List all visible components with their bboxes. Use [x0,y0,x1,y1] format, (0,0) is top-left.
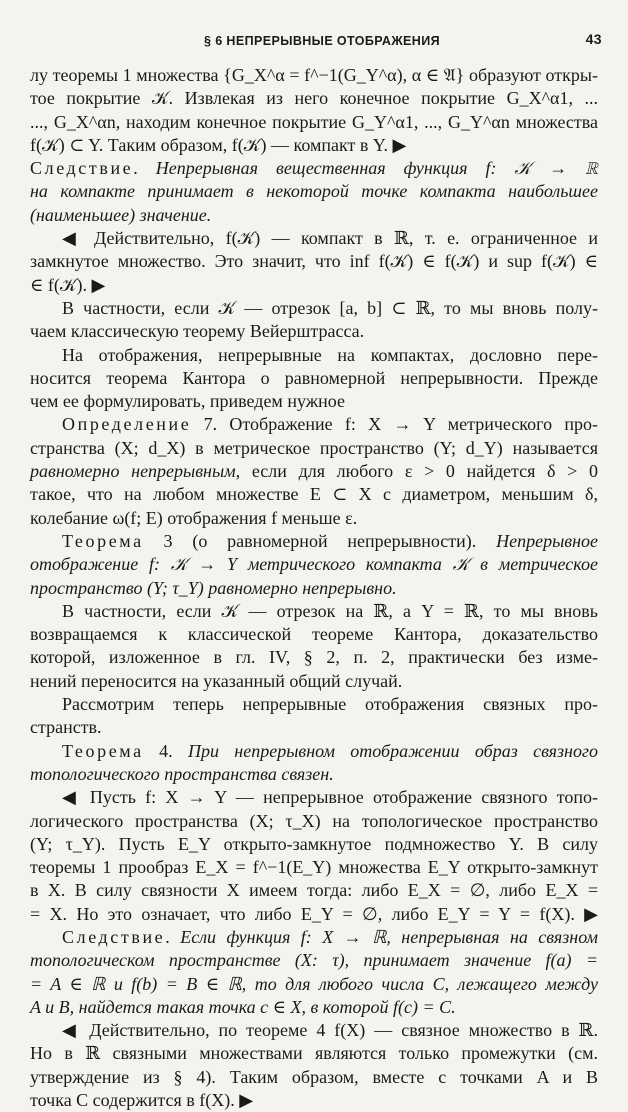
text-line: чаем классическую теорему Вейерштрасса. [30,321,365,342]
text-line: Теорема 3 (о равномерной непрерывности). Непрерывное [62,530,598,551]
text-line: Определение 7. Отображение f: X → Y метрического про- [62,414,598,435]
text-line: ◀ Действительно, по теореме 4 f(X) — связное множество в ℝ. [62,1020,598,1041]
text-line: странств. [30,717,102,738]
text-line: (наименьшее) значение. [30,204,212,225]
text-line: Следствие. Непрерывная вещественная функция f: 𝒦 → ℝ [30,158,598,179]
text-line: такое, что на любом множестве E ⊂ X с диаметром, меньшим δ, [30,484,598,505]
text-line: лу теоремы 1 множества {G_X^α = f^−1(G_Y^α), α ∈ 𝔄} образуют откры- [30,65,598,85]
text-line: = X. Но это означает, что либо E_Y = ∅, либо E_Y = Y = f(X). ▶ [30,903,598,924]
text-line: теоремы 1 прообраз E_X = f^−1(E_Y) множества E_Y открыто-замкнут [30,857,598,878]
text-line: Рассмотрим теперь непрерывные отображения связных про- [62,694,598,715]
text-line: точка C содержится в f(X). ▶ [30,1090,254,1111]
text-line: На отображения, непрерывные на компактах, дословно пере- [62,344,598,365]
text-line: топологического пространства связен. [30,763,334,784]
text-line: В частности, если 𝒦 — отрезок на ℝ, а Y = ℝ, то мы вновь [62,600,598,621]
text-line: которой, изложенное в гл. IV, § 2, п. 2, практически без изме- [30,647,598,668]
text-line: Следствие. Если функция f: X → ℝ, непрерывная на связном [62,926,598,947]
text-line: = A ∈ ℝ и f(b) = B ∈ ℝ, то для любого числа C, лежащего между [30,973,598,994]
text-line: ◀ Действительно, f(𝒦) — компакт в ℝ, т. е. ограниченное и [62,228,598,249]
text-line: Теорема 4. При непрерывном отображении образ связного [62,740,598,761]
text-line: A и B, найдется такая точка c ∈ X, в которой f(c) = C. [30,996,456,1017]
text-line: утверждение из § 4). Таким образом, вместе с точками A и B [30,1066,598,1087]
text-line: отображение f: 𝒦 → Y метрического компакта 𝒦 в метрическое [30,554,598,575]
text-line: логического пространства (X; τ_X) на топологическое пространство [30,810,598,831]
text-line: (Y; τ_Y). Пусть E_Y открыто-замкнутое подмножество Y. В силу [30,833,598,854]
text-line: топологическом пространстве (X: τ), принимает значение f(a) = [30,950,598,971]
text-line: нений переносится на указанный общий случай. [30,670,403,691]
text-line: носится теорема Кантора о равномерной непрерывности. Прежде [30,367,598,388]
text-line: ..., G_X^αn, находим конечное покрытие G_Y^α1, ..., G_Y^αn множества [30,111,598,132]
text-line: равномерно непрерывным, если для любого ε > 0 найдется δ > 0 [30,461,599,482]
text-line: пространство (Y; τ_Y) равномерно непрерывно. [30,577,397,598]
text-line: на компакте принимает в некоторой точке компакта наибольшее [30,181,598,202]
page-header [42,30,602,50]
text-line: колебание ω(f; E) отображения f меньше ε. [30,507,358,528]
page-number: 43 [585,31,602,47]
text-line: Но в ℝ связными множествами являются только промежутки (см. [30,1043,598,1064]
text-line: f(𝒦) ⊂ Y. Таким образом, f(𝒦) — компакт в Y. ▶ [30,134,407,155]
text-line: ◀ Пусть f: X → Y — непрерывное отображение связного топо- [62,787,598,808]
text-line: ∈ f(𝒦). ▶ [30,274,106,295]
text-line: тое покрытие 𝒦. Извлекая из него конечное покрытие G_X^α1, ... [30,88,598,109]
text-line: возвращаемся к классической теореме Кантора, доказательство [30,624,598,645]
text-body [30,64,598,1112]
text-line: странства (X; d_X) в метрическое пространство (Y; d_Y) называется [30,437,598,458]
text-line: замкнутое множество. Это значит, что inf f(𝒦) ∈ f(𝒦) и sup f(𝒦) ∈ [30,251,598,272]
running-title: § 6 НЕПРЕРЫВНЫЕ ОТОБРАЖЕНИЯ [203,34,440,48]
text-line: в X. В силу связности X имеем тогда: либо E_X = ∅, либо E_X = [30,880,598,901]
text-line: чем ее формулировать, приведем нужное [30,391,345,412]
text-line: В частности, если 𝒦 — отрезок [a, b] ⊂ ℝ, то мы вновь полу- [62,297,598,318]
